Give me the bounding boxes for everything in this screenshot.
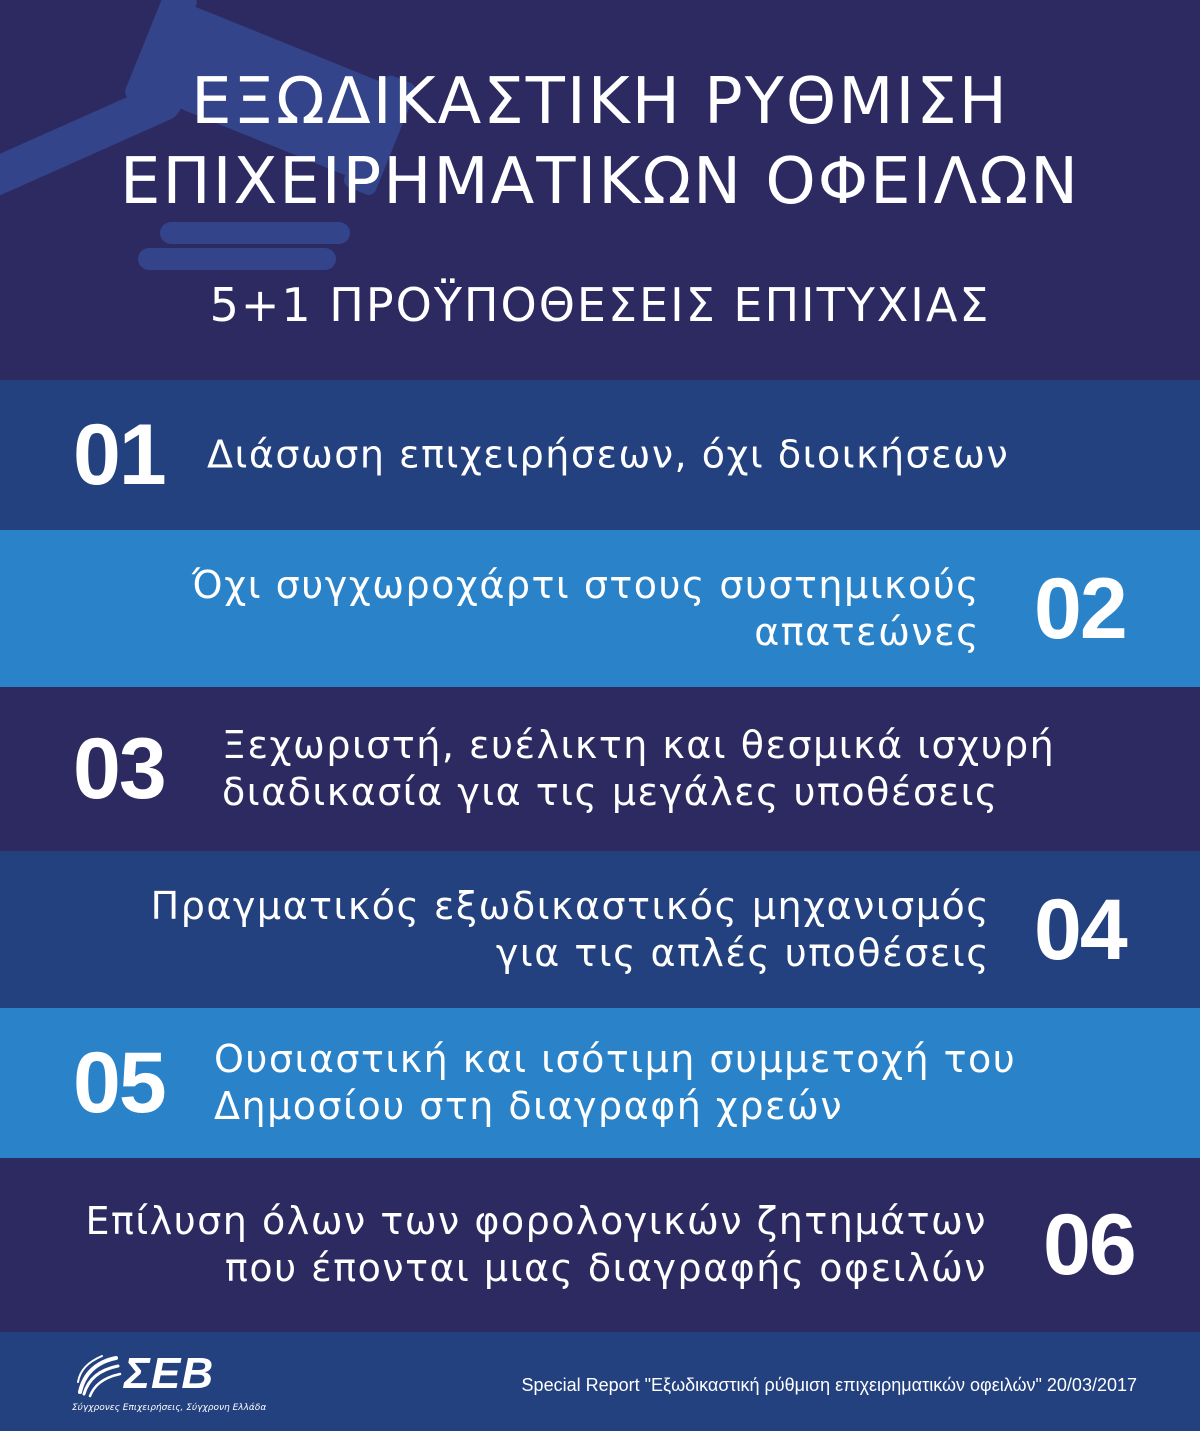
page-title: [0, 62, 1200, 222]
item-number: 04: [1034, 881, 1126, 978]
logo-wordmark: ΣΕΒ: [124, 1349, 215, 1398]
list-item: [0, 851, 1200, 1008]
item-number: 03: [73, 721, 165, 817]
page-subtitle: 5+1 ΠΡΟΫΠΟΘΕΣΕΙΣ ΕΠΙΤΥΧΙΑΣ: [209, 278, 991, 332]
seb-logo: [72, 1346, 267, 1416]
item-number: 06: [1043, 1197, 1135, 1293]
source-credit: Special Report "Εξωδικαστική ρύθμιση επιχειρηματικών οφειλών" 20/03/2017: [521, 1375, 1137, 1395]
item-text-line: Ουσιαστική και ισότιμη συμμετοχή του: [214, 1037, 1017, 1081]
title-line: ΕΞΩΔΙΚΑΣΤΙΚΗ ΡΥΘΜΙΣΗ: [191, 65, 1009, 139]
item-text-line: για τις απλές υποθέσεις: [495, 930, 990, 975]
item-text-line: απατεώνες: [754, 609, 980, 654]
list-item: [0, 380, 1200, 530]
item-text-line: που έπονται μιας διαγραφής οφειλών: [224, 1246, 987, 1290]
logo-tagline: Σύγχρονες Επιχειρήσεις, Σύγχρονη Ελλάδα: [72, 1403, 267, 1413]
item-text-line: Διάσωση επιχειρήσεων, όχι διοικήσεων: [207, 432, 1010, 477]
item-number: 02: [1034, 560, 1126, 657]
item-text: [207, 432, 1009, 479]
item-text-line: Δημοσίου στη διαγραφή χρεών: [214, 1084, 844, 1128]
list-item: [0, 530, 1200, 687]
item-text-line: διαδικασία για τις μεγάλες υποθέσεις: [222, 770, 999, 814]
item-text-line: Πραγματικός εξωδικαστικός μηχανισμός: [150, 883, 990, 928]
list-item: [0, 1008, 1200, 1158]
list-item: [0, 687, 1200, 851]
item-number: 01: [73, 407, 165, 503]
seb-logo-icon: [74, 1352, 124, 1398]
item-text-line: Επίλυση όλων των φορολογικών ζητημάτων: [85, 1199, 987, 1243]
item-text: [214, 1036, 1016, 1130]
list-item: [0, 1158, 1200, 1332]
header: [0, 0, 1200, 380]
footer: [0, 1332, 1200, 1431]
title-line: ΕΠΙΧΕΙΡΗΜΑΤΙΚΩΝ ΟΦΕΙΛΩΝ: [120, 145, 1080, 219]
item-number: 05: [73, 1035, 165, 1131]
item-text: [192, 562, 980, 656]
item-text-line: Ξεχωριστή, ευέλικτη και θεσμικά ισχυρή: [222, 723, 1056, 767]
item-text: [222, 722, 1055, 816]
item-text: [151, 883, 990, 977]
item-text-line: Όχι συγχωροχάρτι στους συστημικούς: [191, 562, 980, 607]
item-text: [86, 1198, 988, 1292]
